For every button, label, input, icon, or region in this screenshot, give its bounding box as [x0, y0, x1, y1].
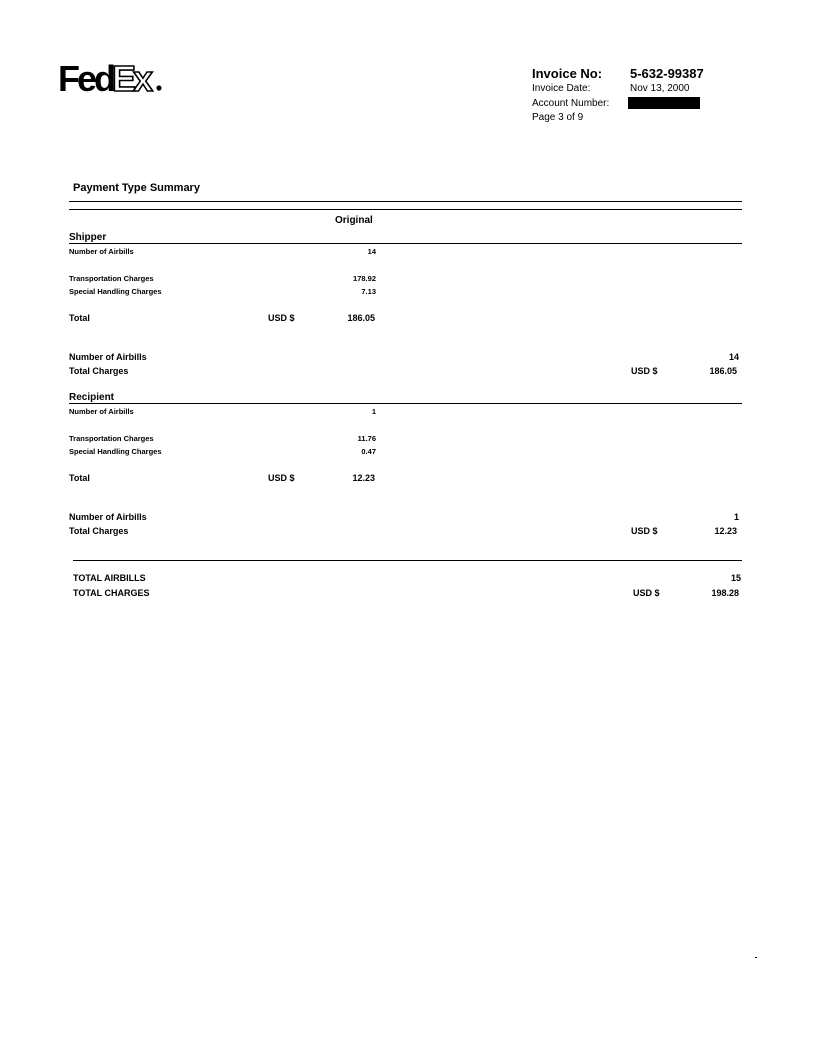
divider: [69, 209, 742, 210]
total-charges-currency: USD $: [633, 588, 660, 598]
account-number-redaction: [628, 97, 700, 109]
stray-mark: [755, 957, 757, 958]
recipient-footer-airbills-value: 1: [733, 512, 739, 522]
shipper-footer-charges-value: 186.05: [709, 366, 737, 376]
recipient-transportation-value: 11.76: [357, 434, 376, 443]
shipper-airbills-value: 14: [367, 247, 376, 256]
recipient-footer-charges-value: 12.23: [714, 526, 737, 536]
invoice-date-value: Nov 13, 2000: [630, 83, 690, 94]
recipient-heading: Recipient: [69, 392, 115, 403]
recipient-special-value: 0.47: [361, 447, 376, 456]
shipper-footer-airbills-label: Number of Airbills: [69, 352, 147, 362]
recipient-total-label: Total: [69, 473, 90, 483]
shipper-special-label: Special Handling Charges: [69, 287, 162, 296]
column-header-original: Original: [335, 215, 373, 226]
recipient-footer-charges-label: Total Charges: [69, 526, 129, 536]
shipper-footer-airbills-value: 14: [728, 352, 739, 362]
shipper-special-value: 7.13: [361, 287, 376, 296]
invoice-no-value: 5-632-99387: [630, 66, 704, 81]
recipient-transportation-label: Transportation Charges: [69, 434, 154, 443]
shipper-transportation-label: Transportation Charges: [69, 274, 154, 283]
recipient-footer-currency: USD $: [631, 526, 658, 536]
shipper-transportation-value: 178.92: [353, 274, 376, 283]
account-number-label: Account Number:: [532, 98, 610, 109]
svg-text:Ex: Ex: [112, 58, 151, 96]
total-charges-label: TOTAL CHARGES: [73, 588, 150, 598]
recipient-total-currency: USD $: [268, 473, 295, 483]
page-indicator: Page 3 of 9: [532, 112, 584, 123]
recipient-airbills-value: 1: [371, 407, 376, 416]
svg-text:Fed: Fed: [58, 58, 114, 96]
recipient-total-value: 12.23: [352, 473, 375, 483]
shipper-heading: Shipper: [69, 232, 107, 243]
divider: [69, 403, 742, 404]
invoice-no-label: Invoice No:: [532, 66, 603, 81]
shipper-footer-currency: USD $: [631, 366, 658, 376]
invoice-date-label: Invoice Date:: [532, 83, 591, 94]
shipper-total-label: Total: [69, 313, 90, 323]
page-title: Payment Type Summary: [73, 182, 200, 194]
shipper-total-value: 186.05: [347, 313, 375, 323]
shipper-airbills-label: Number of Airbills: [69, 247, 134, 256]
fedex-logo: [58, 58, 164, 96]
divider: [69, 243, 742, 244]
recipient-special-label: Special Handling Charges: [69, 447, 162, 456]
total-charges-value: 198.28: [711, 588, 739, 598]
shipper-total-currency: USD $: [268, 313, 295, 323]
divider: [69, 201, 742, 202]
shipper-footer-charges-label: Total Charges: [69, 366, 129, 376]
divider: [73, 560, 742, 561]
total-airbills-label: TOTAL AIRBILLS: [73, 573, 146, 583]
recipient-footer-airbills-label: Number of Airbills: [69, 512, 147, 522]
recipient-airbills-label: Number of Airbills: [69, 407, 134, 416]
total-airbills-value: 15: [730, 573, 741, 583]
